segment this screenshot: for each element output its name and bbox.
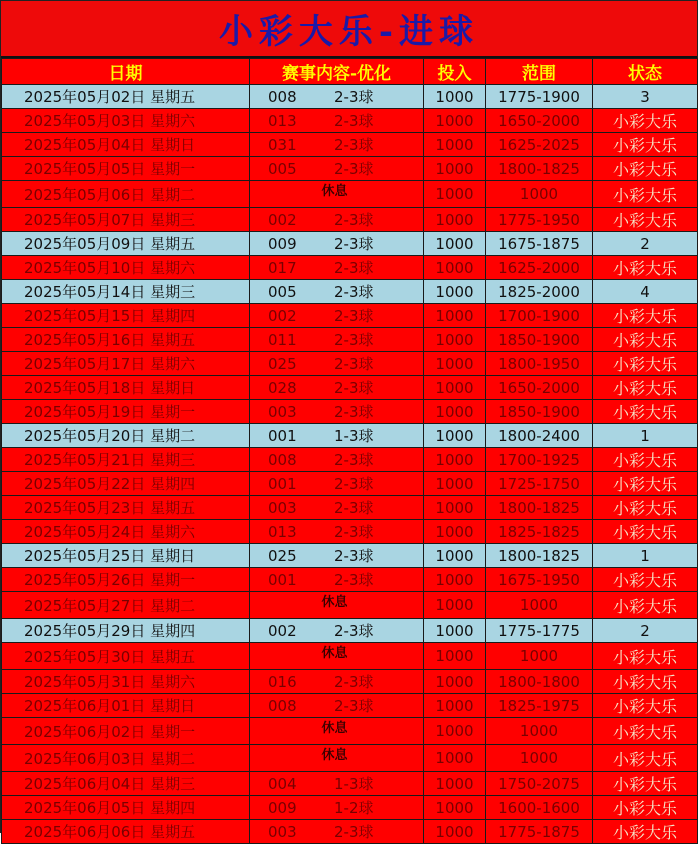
status-cell: 4 <box>593 280 698 304</box>
range-cell: 1800-1825 <box>486 544 593 568</box>
status-cell: 小彩大乐 <box>593 772 698 796</box>
match-code: 001 <box>268 570 297 589</box>
goal-range: 2-3球 <box>334 160 374 178</box>
table-row <box>2 109 698 133</box>
goal-range: 2-3球 <box>334 571 374 589</box>
range-cell: 1825-1975 <box>486 694 593 718</box>
amount-cell: 1000 <box>424 448 486 472</box>
date-cell: 2025年05月25日 星期日 <box>2 544 250 568</box>
event-cell <box>250 208 424 232</box>
event-cell <box>250 718 424 745</box>
header-event: 赛事内容-优化 <box>250 59 424 85</box>
goal-range: 2-3球 <box>334 673 374 691</box>
amount-cell: 1000 <box>424 619 486 643</box>
date-cell: 2025年05月19日 星期一 <box>2 400 250 424</box>
event-cell <box>250 352 424 376</box>
range-cell: 1700-1900 <box>486 304 593 328</box>
status-cell: 小彩大乐 <box>593 643 698 670</box>
table-row <box>2 133 698 157</box>
range-cell: 1675-1950 <box>486 568 593 592</box>
date-cell: 2025年05月04日 星期日 <box>2 133 250 157</box>
status-cell: 小彩大乐 <box>593 796 698 820</box>
match-code: 002 <box>268 621 297 640</box>
goal-range: 2-3球 <box>334 523 374 541</box>
amount-cell: 1000 <box>424 181 486 208</box>
status-cell: 小彩大乐 <box>593 718 698 745</box>
goal-range: 2-3球 <box>334 211 374 229</box>
amount-cell: 1000 <box>424 232 486 256</box>
match-code: 009 <box>268 798 297 817</box>
range-cell: 1000 <box>486 643 593 670</box>
status-cell: 小彩大乐 <box>593 694 698 718</box>
amount-cell: 1000 <box>424 496 486 520</box>
range-cell: 1775-1875 <box>486 820 593 844</box>
event-cell <box>250 643 424 670</box>
amount-cell: 1000 <box>424 568 486 592</box>
range-cell: 1625-2000 <box>486 256 593 280</box>
range-cell: 1800-1800 <box>486 670 593 694</box>
range-cell: 1650-2000 <box>486 109 593 133</box>
amount-cell: 1000 <box>424 376 486 400</box>
status-cell: 1 <box>593 544 698 568</box>
status-cell: 小彩大乐 <box>593 208 698 232</box>
status-cell: 小彩大乐 <box>593 181 698 208</box>
rest-label: 休息 <box>321 594 348 610</box>
event-cell <box>250 232 424 256</box>
table-row <box>2 85 698 109</box>
event-cell <box>250 796 424 820</box>
range-cell: 1625-2025 <box>486 133 593 157</box>
rest-label: 休息 <box>321 747 348 763</box>
range-cell: 1000 <box>486 718 593 745</box>
amount-cell: 1000 <box>424 133 486 157</box>
event-cell <box>250 820 424 844</box>
goal-range: 2-3球 <box>334 331 374 349</box>
table-row <box>2 544 698 568</box>
goal-range: 2-3球 <box>334 379 374 397</box>
match-code: 008 <box>268 450 297 469</box>
event-cell <box>250 520 424 544</box>
header-row <box>2 59 698 85</box>
status-cell: 小彩大乐 <box>593 472 698 496</box>
amount-cell: 1000 <box>424 157 486 181</box>
goal-range: 2-3球 <box>334 283 374 301</box>
date-cell: 2025年05月31日 星期六 <box>2 670 250 694</box>
status-cell: 3 <box>593 85 698 109</box>
status-cell: 小彩大乐 <box>593 157 698 181</box>
table-row <box>2 472 698 496</box>
range-cell: 1000 <box>486 181 593 208</box>
date-cell: 2025年05月27日 星期二 <box>2 592 250 619</box>
goal-range: 2-3球 <box>334 547 374 565</box>
range-cell: 1800-2400 <box>486 424 593 448</box>
match-code: 031 <box>268 135 297 154</box>
date-cell: 2025年05月14日 星期三 <box>2 280 250 304</box>
date-cell: 2025年06月04日 星期三 <box>2 772 250 796</box>
event-cell <box>250 772 424 796</box>
date-cell: 2025年05月18日 星期日 <box>2 376 250 400</box>
date-cell: 2025年05月06日 星期二 <box>2 181 250 208</box>
table-row <box>2 208 698 232</box>
amount-cell: 1000 <box>424 280 486 304</box>
date-cell: 2025年06月03日 星期二 <box>2 745 250 772</box>
table-row <box>2 256 698 280</box>
table-row <box>2 619 698 643</box>
status-cell: 2 <box>593 232 698 256</box>
table-row <box>2 670 698 694</box>
status-cell: 小彩大乐 <box>593 448 698 472</box>
event-cell <box>250 619 424 643</box>
range-cell: 1725-1750 <box>486 472 593 496</box>
amount-cell: 1000 <box>424 592 486 619</box>
date-cell: 2025年05月07日 星期三 <box>2 208 250 232</box>
goal-range: 2-3球 <box>334 451 374 469</box>
results-table <box>1 58 698 844</box>
goal-range: 2-3球 <box>334 88 374 106</box>
table-row <box>2 448 698 472</box>
range-cell: 1775-1775 <box>486 619 593 643</box>
table-row <box>2 232 698 256</box>
goal-range: 2-3球 <box>334 112 374 130</box>
status-cell: 小彩大乐 <box>593 400 698 424</box>
event-cell <box>250 448 424 472</box>
range-cell: 1800-1825 <box>486 496 593 520</box>
date-cell: 2025年05月05日 星期一 <box>2 157 250 181</box>
date-cell: 2025年05月21日 星期三 <box>2 448 250 472</box>
table-row <box>2 820 698 844</box>
range-cell: 1775-1900 <box>486 85 593 109</box>
event-cell <box>250 109 424 133</box>
status-cell: 小彩大乐 <box>593 352 698 376</box>
rest-label: 休息 <box>321 183 348 199</box>
status-cell: 2 <box>593 619 698 643</box>
goal-range: 2-3球 <box>334 235 374 253</box>
range-cell: 1775-1950 <box>486 208 593 232</box>
date-cell: 2025年05月16日 星期五 <box>2 328 250 352</box>
event-cell <box>250 133 424 157</box>
table-row <box>2 376 698 400</box>
amount-cell: 1000 <box>424 352 486 376</box>
status-cell: 小彩大乐 <box>593 376 698 400</box>
date-cell: 2025年05月26日 星期一 <box>2 568 250 592</box>
match-code: 013 <box>268 522 297 541</box>
date-cell: 2025年05月29日 星期四 <box>2 619 250 643</box>
event-cell <box>250 472 424 496</box>
event-cell <box>250 280 424 304</box>
goal-range: 2-3球 <box>334 697 374 715</box>
amount-cell: 1000 <box>424 772 486 796</box>
amount-cell: 1000 <box>424 472 486 496</box>
event-cell <box>250 157 424 181</box>
table-row <box>2 181 698 208</box>
date-cell: 2025年05月22日 星期四 <box>2 472 250 496</box>
range-cell: 1850-1900 <box>486 400 593 424</box>
event-cell <box>250 496 424 520</box>
event-cell <box>250 304 424 328</box>
date-cell: 2025年05月24日 星期六 <box>2 520 250 544</box>
table-row <box>2 772 698 796</box>
status-cell: 1 <box>593 424 698 448</box>
header-date: 日期 <box>2 59 250 85</box>
range-cell: 1825-1825 <box>486 520 593 544</box>
status-cell: 小彩大乐 <box>593 304 698 328</box>
event-cell <box>250 400 424 424</box>
event-cell <box>250 694 424 718</box>
event-cell <box>250 544 424 568</box>
goal-range: 2-3球 <box>334 403 374 421</box>
range-cell: 1700-1925 <box>486 448 593 472</box>
amount-cell: 1000 <box>424 745 486 772</box>
amount-cell: 1000 <box>424 796 486 820</box>
table-row <box>2 592 698 619</box>
amount-cell: 1000 <box>424 694 486 718</box>
sheet-title: 小彩大乐-进球 <box>1 1 697 58</box>
match-code: 011 <box>268 330 297 349</box>
amount-cell: 1000 <box>424 820 486 844</box>
goal-range: 2-3球 <box>334 622 374 640</box>
date-cell: 2025年05月20日 星期二 <box>2 424 250 448</box>
event-cell <box>250 85 424 109</box>
goal-range: 1-2球 <box>334 799 374 817</box>
status-cell: 小彩大乐 <box>593 592 698 619</box>
status-cell: 小彩大乐 <box>593 670 698 694</box>
match-code: 001 <box>268 426 297 445</box>
header-range: 范围 <box>486 59 593 85</box>
amount-cell: 1000 <box>424 643 486 670</box>
match-code: 003 <box>268 822 297 841</box>
event-cell <box>250 568 424 592</box>
amount-cell: 1000 <box>424 544 486 568</box>
range-cell: 1000 <box>486 592 593 619</box>
status-cell: 小彩大乐 <box>593 328 698 352</box>
table-row <box>2 796 698 820</box>
table-row <box>2 328 698 352</box>
match-code: 028 <box>268 378 297 397</box>
table-row <box>2 643 698 670</box>
event-cell <box>250 328 424 352</box>
amount-cell: 1000 <box>424 718 486 745</box>
match-code: 004 <box>268 774 297 793</box>
status-cell: 小彩大乐 <box>593 109 698 133</box>
event-cell <box>250 670 424 694</box>
table-row <box>2 304 698 328</box>
table-row <box>2 745 698 772</box>
date-cell: 2025年05月23日 星期五 <box>2 496 250 520</box>
goal-range: 2-3球 <box>334 823 374 841</box>
table-row <box>2 718 698 745</box>
event-cell <box>250 424 424 448</box>
goal-range: 2-3球 <box>334 499 374 517</box>
event-cell <box>250 745 424 772</box>
match-code: 025 <box>268 354 297 373</box>
status-cell: 小彩大乐 <box>593 520 698 544</box>
date-cell: 2025年06月06日 星期五 <box>2 820 250 844</box>
amount-cell: 1000 <box>424 424 486 448</box>
goal-range: 2-3球 <box>334 307 374 325</box>
event-cell <box>250 256 424 280</box>
status-cell: 小彩大乐 <box>593 745 698 772</box>
amount-cell: 1000 <box>424 85 486 109</box>
match-code: 008 <box>268 87 297 106</box>
event-cell <box>250 376 424 400</box>
date-cell: 2025年06月01日 星期日 <box>2 694 250 718</box>
goal-range: 1-3球 <box>334 427 374 445</box>
range-cell: 1800-1950 <box>486 352 593 376</box>
date-cell: 2025年05月02日 星期五 <box>2 85 250 109</box>
match-code: 003 <box>268 498 297 517</box>
amount-cell: 1000 <box>424 208 486 232</box>
match-code: 002 <box>268 210 297 229</box>
match-code: 005 <box>268 159 297 178</box>
match-code: 003 <box>268 402 297 421</box>
table-row <box>2 280 698 304</box>
status-cell: 小彩大乐 <box>593 820 698 844</box>
table-row <box>2 520 698 544</box>
table-row <box>2 424 698 448</box>
match-code: 016 <box>268 672 297 691</box>
date-cell: 2025年05月17日 星期六 <box>2 352 250 376</box>
range-cell: 1750-2075 <box>486 772 593 796</box>
status-cell: 小彩大乐 <box>593 496 698 520</box>
range-cell: 1650-2000 <box>486 376 593 400</box>
amount-cell: 1000 <box>424 328 486 352</box>
amount-cell: 1000 <box>424 304 486 328</box>
range-cell: 1800-1825 <box>486 157 593 181</box>
match-code: 001 <box>268 474 297 493</box>
table-row <box>2 352 698 376</box>
date-cell: 2025年05月15日 星期四 <box>2 304 250 328</box>
match-code: 005 <box>268 282 297 301</box>
range-cell: 1850-1900 <box>486 328 593 352</box>
amount-cell: 1000 <box>424 670 486 694</box>
amount-cell: 1000 <box>424 520 486 544</box>
event-cell <box>250 181 424 208</box>
status-cell: 小彩大乐 <box>593 256 698 280</box>
goal-range: 1-3球 <box>334 775 374 793</box>
range-cell: 1000 <box>486 745 593 772</box>
status-cell: 小彩大乐 <box>593 568 698 592</box>
range-cell: 1675-1875 <box>486 232 593 256</box>
table-row <box>2 496 698 520</box>
match-code: 025 <box>268 546 297 565</box>
table-row <box>2 694 698 718</box>
goal-range: 2-3球 <box>334 355 374 373</box>
date-cell: 2025年05月09日 星期五 <box>2 232 250 256</box>
date-cell: 2025年05月03日 星期六 <box>2 109 250 133</box>
header-amount: 投入 <box>424 59 486 85</box>
match-code: 013 <box>268 111 297 130</box>
table-row <box>2 400 698 424</box>
date-cell: 2025年06月05日 星期四 <box>2 796 250 820</box>
amount-cell: 1000 <box>424 109 486 133</box>
table-body <box>2 85 698 844</box>
amount-cell: 1000 <box>424 256 486 280</box>
match-code: 017 <box>268 258 297 277</box>
range-cell: 1825-2000 <box>486 280 593 304</box>
range-cell: 1600-1600 <box>486 796 593 820</box>
goal-range: 2-3球 <box>334 136 374 154</box>
goal-range: 2-3球 <box>334 259 374 277</box>
rest-label: 休息 <box>321 645 348 661</box>
date-cell: 2025年05月10日 星期六 <box>2 256 250 280</box>
date-cell: 2025年06月02日 星期一 <box>2 718 250 745</box>
match-code: 002 <box>268 306 297 325</box>
goal-range: 2-3球 <box>334 475 374 493</box>
rest-label: 休息 <box>321 720 348 736</box>
event-cell <box>250 592 424 619</box>
match-code: 008 <box>268 696 297 715</box>
date-cell: 2025年05月30日 星期五 <box>2 643 250 670</box>
table-row <box>2 568 698 592</box>
table-row <box>2 157 698 181</box>
amount-cell: 1000 <box>424 400 486 424</box>
header-status: 状态 <box>593 59 698 85</box>
status-cell: 小彩大乐 <box>593 133 698 157</box>
match-code: 009 <box>268 234 297 253</box>
